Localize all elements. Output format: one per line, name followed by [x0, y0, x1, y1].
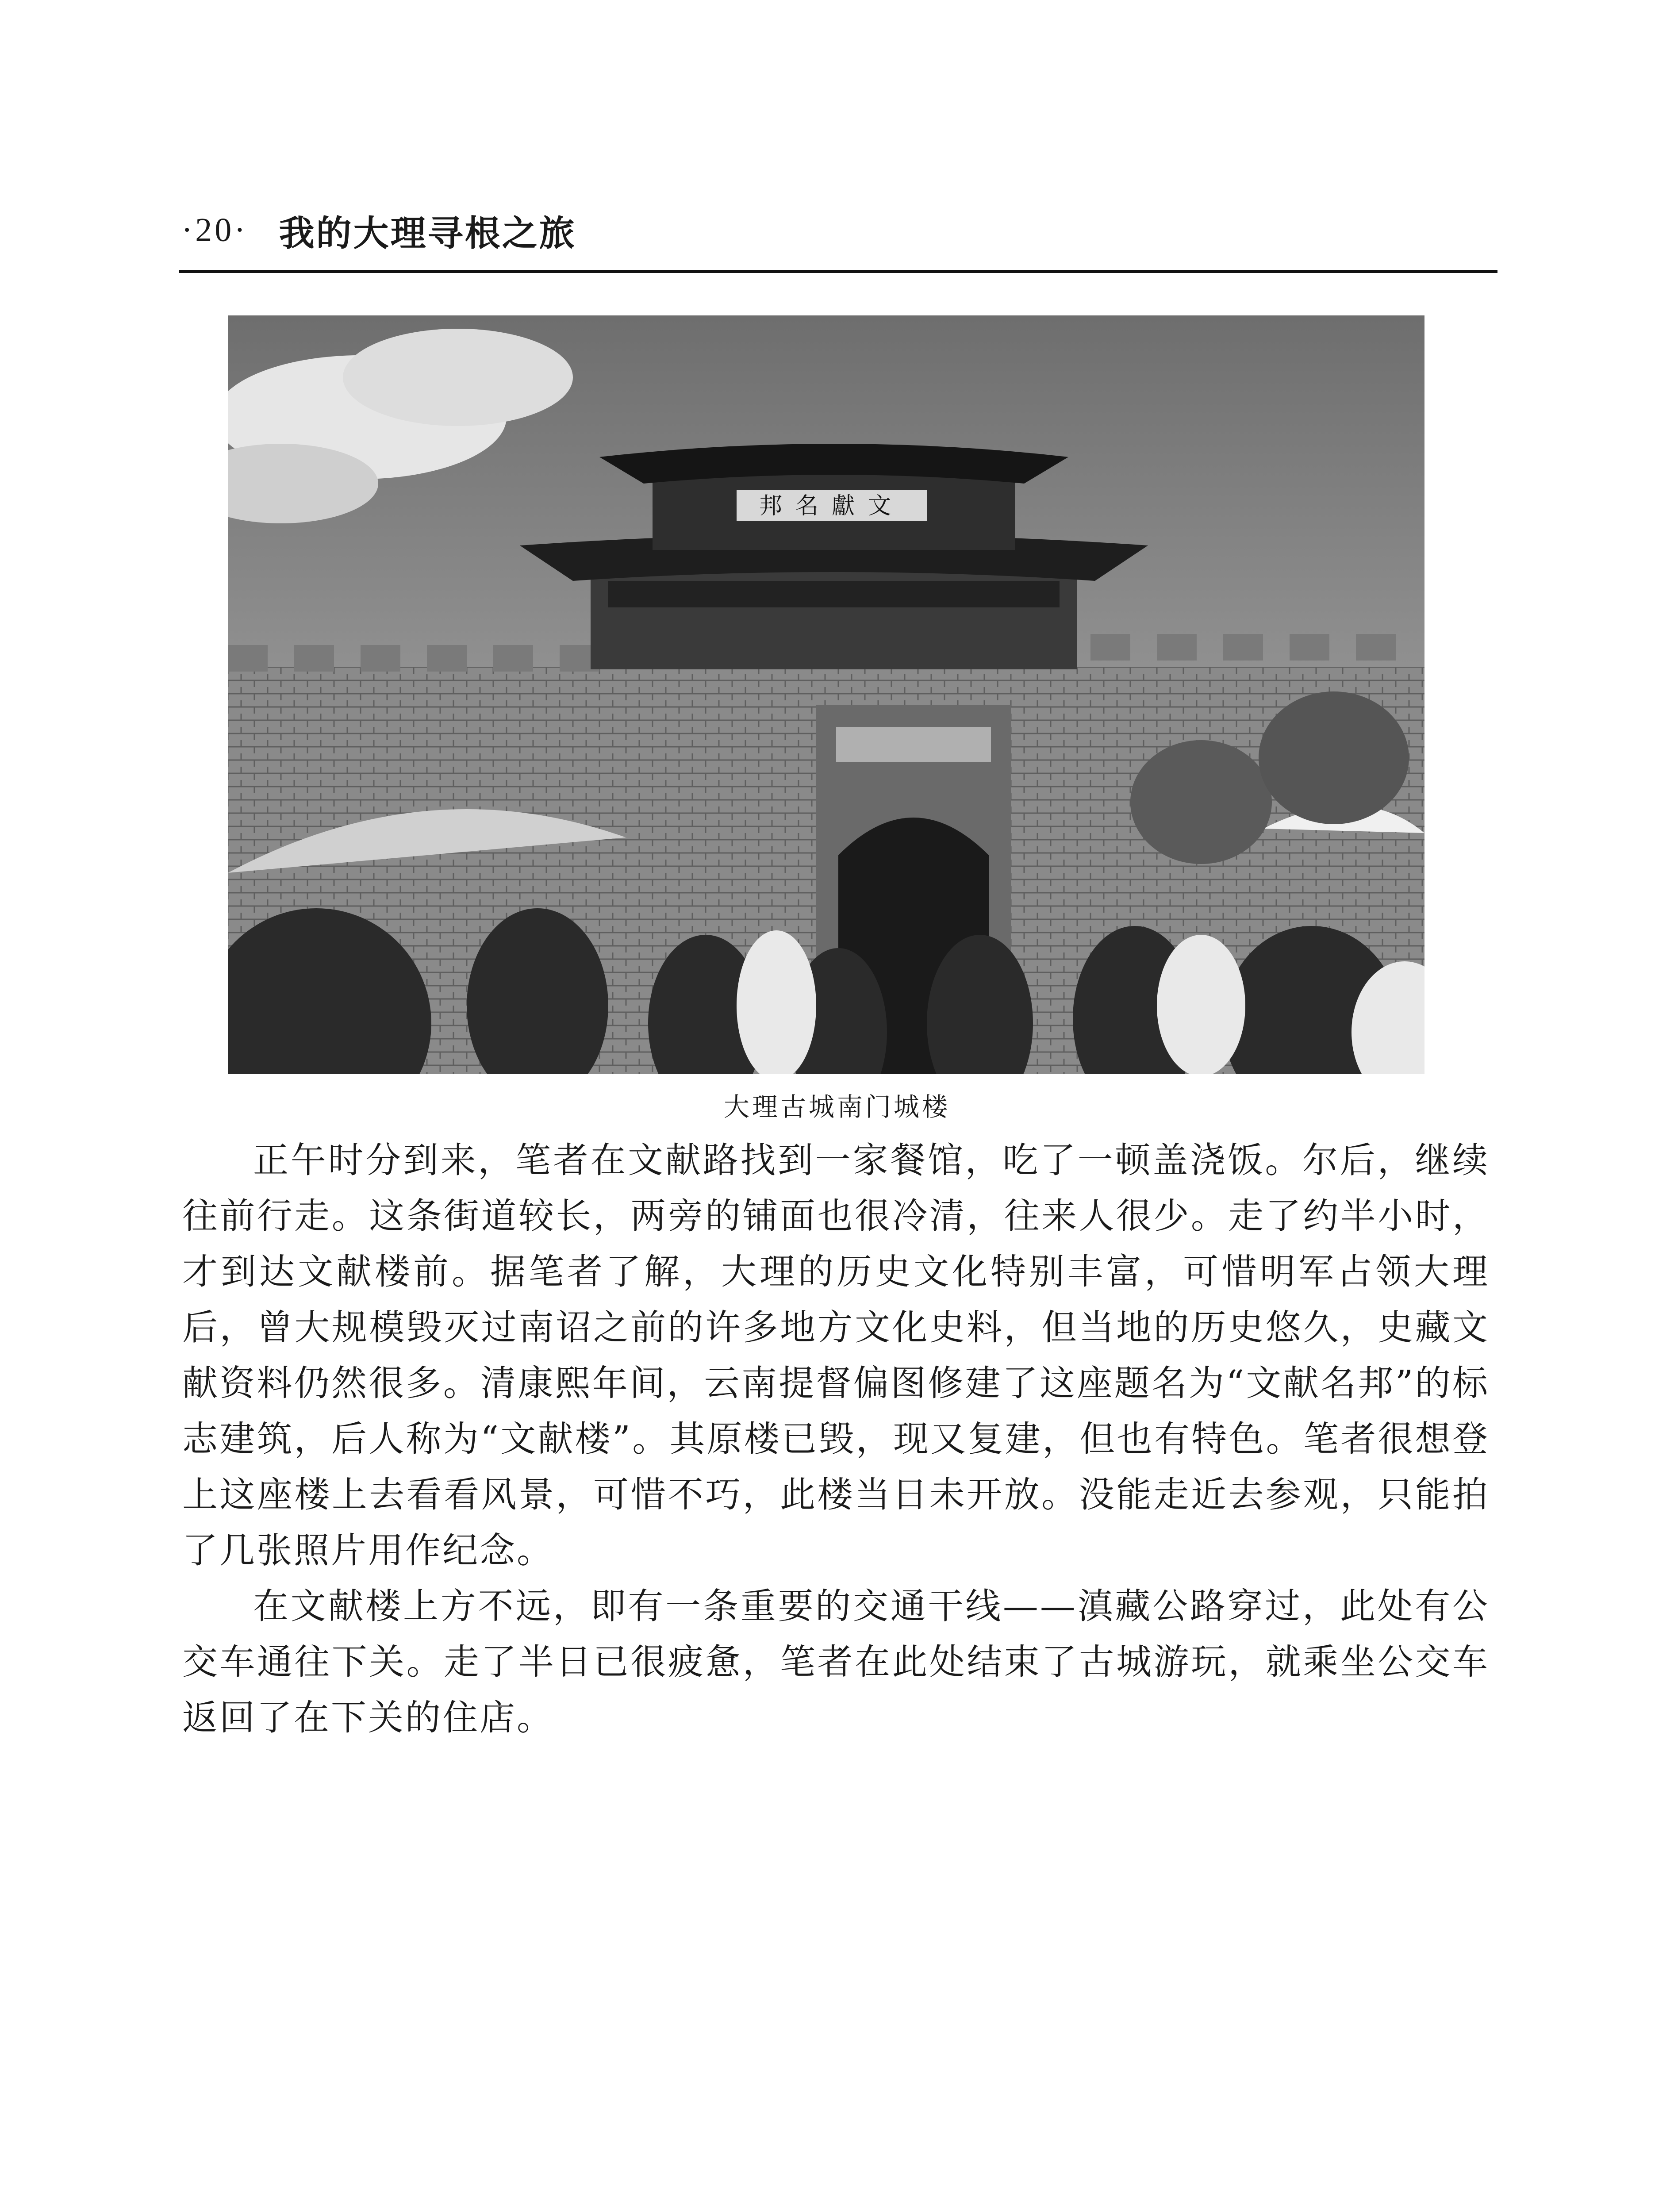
book-title: 我的大理寻根之旅	[279, 212, 576, 254]
paragraph: 正午时分到来，笔者在文献路找到一家餐馆，吃了一顿盖浇饭。尔后，继续往前行走。这条街道较长，两旁的铺面也很冷清，往来人很少。走了约半小时，才到达文献楼前。据笔者了解，大理的历史文化特别丰富，可惜明军占领大理后，曾大规模毁灭过南诏之前的许多地方文化史料，但当地的历史悠久，史藏文献资料仍然很多。清康熙年间，云南提督偏图修建了这座题名为“文献名邦”的标志建筑，后人称为“文献楼”。其原楼已毁，现又复建，但也有特色。笔者很想登上这座楼上去看看风景，可惜不巧，此楼当日未开放。没能走近去参观，只能拍了几张照片用作纪念。	[182, 1140, 1490, 1571]
city-gate-photo	[228, 315, 1424, 1074]
gate-plaque: 邦名獻文	[759, 493, 905, 519]
paragraph: 在文献楼上方不远，即有一条重要的交通干线——滇藏公路穿过，此处有公交车通往下关。走了半日已很疲惫，笔者在此处结束了古城游玩，就乘坐公交车返回了在下关的住店。	[182, 1586, 1490, 1738]
body-text	[182, 1133, 1490, 1746]
running-header	[181, 201, 1491, 259]
header-rule	[179, 270, 1497, 273]
page-number: ·20·	[181, 211, 248, 249]
figure-caption: 大理古城南门城楼	[723, 1092, 950, 1122]
